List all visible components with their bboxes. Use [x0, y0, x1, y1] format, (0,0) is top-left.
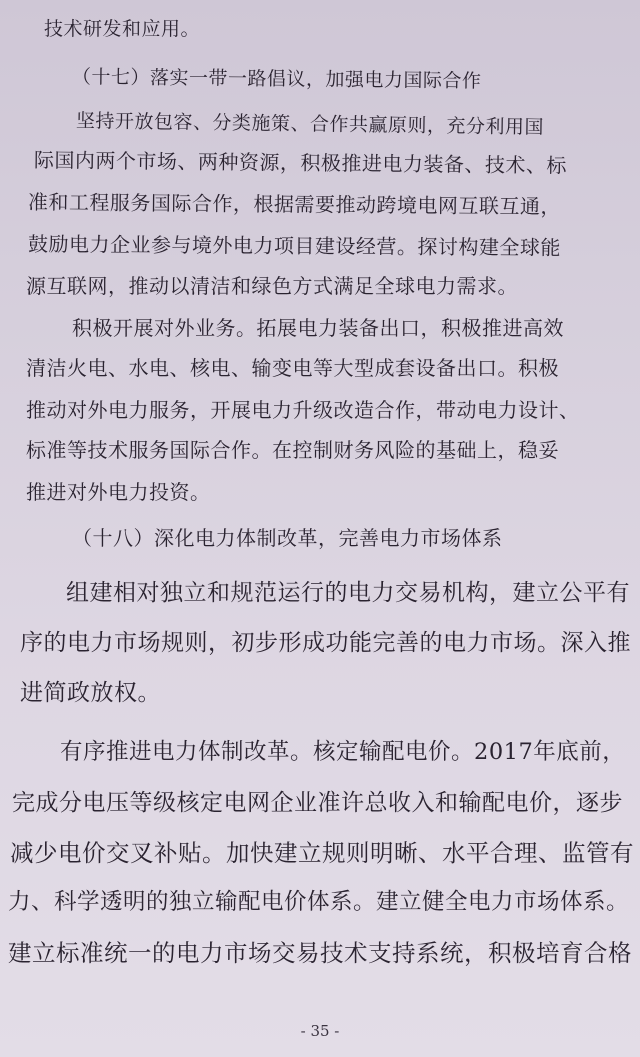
section-heading-18: （十八）深化电力体制改革，完善电力市场体系 — [72, 526, 503, 550]
text-line-4: 际国内两个市场、两种资源，积极推进电力装备、技术、标 — [33, 148, 568, 178]
text-line-16: 进简政放权。 — [20, 680, 161, 706]
page-number: - 35 - — [300, 1022, 340, 1040]
text-line-17: 有序推进电力体制改革。核定输配电价。2017年底前， — [60, 739, 626, 765]
text-line-1: 技术研发和应用。 — [44, 18, 201, 40]
text-line-8: 积极开展对外业务。拓展电力装备出口，积极推进高效 — [72, 316, 564, 340]
text-line-21: 建立标准统一的电力市场交易技术支持系统，积极培育合格 — [8, 939, 632, 967]
text-line-6: 鼓励电力企业参与境外电力项目建设经营。探讨构建全球能 — [27, 232, 562, 260]
text-line-12: 推进对外电力投资。 — [26, 480, 211, 504]
text-line-18: 完成分电压等级核定电网企业准许总收入和输配电价，逐步 — [12, 790, 623, 816]
text-line-15: 序的电力市场规则，初步形成功能完善的电力市场。深入推 — [20, 630, 631, 656]
text-line-3: 坚持开放包容、分类施策、合作共赢原则，充分利用国 — [75, 110, 545, 139]
text-line-7: 源互联网，推动以清洁和绿色方式满足全球电力需求。 — [26, 274, 518, 298]
text-line-9: 清洁火电、水电、核电、输变电等大型成套设备出口。积极 — [26, 356, 559, 380]
section-heading-17: （十七）落实一带一路倡议，加强电力国际合作 — [71, 66, 482, 93]
text-line-14: 组建相对独立和规范运行的电力交易机构，建立公平有 — [66, 580, 630, 606]
text-line-20: 力、科学透明的独立输配电价体系。建立健全电力市场体系。 — [8, 889, 630, 915]
text-line-11: 标准等技术服务国际合作。在控制财务风险的基础上，稳妥 — [26, 438, 559, 462]
text-line-5: 准和工程服务国际合作，根据需要推动跨境电网互联互通， — [27, 190, 562, 219]
text-line-10: 推动对外电力服务，开展电力升级改造合作，带动电力设计、 — [26, 398, 580, 422]
text-line-19: 减少电价交叉补贴。加快建立规则明晰、水平合理、监管有 — [10, 839, 634, 867]
